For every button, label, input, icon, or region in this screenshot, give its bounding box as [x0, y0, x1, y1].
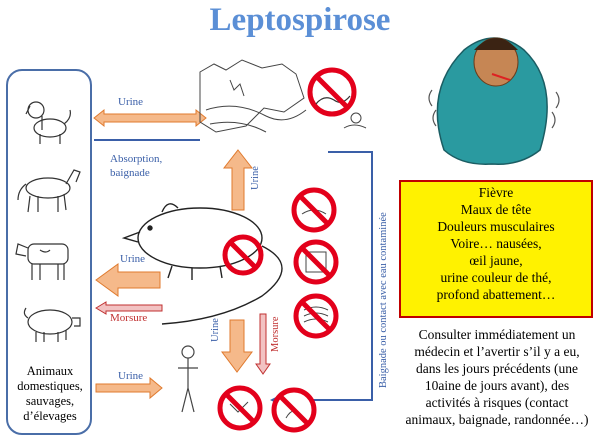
river-landscape-icon	[200, 60, 306, 132]
no-pond-icon	[294, 190, 334, 230]
cow-icon	[16, 244, 68, 280]
no-swimming-icon	[310, 70, 354, 114]
urine-left-arrow	[96, 264, 160, 296]
urine-down-arrow	[222, 320, 252, 372]
symptom-item: urine couleur de thé,	[440, 270, 552, 285]
advice-line: dans les jours précédents (une	[416, 361, 578, 376]
symptom-item: profond abattement…	[436, 287, 556, 302]
morsure-vertical-label: Morsure	[270, 316, 281, 352]
absorption-label	[110, 152, 162, 180]
morsure-down-arrow	[256, 314, 270, 374]
page-title: Leptospirose	[209, 2, 391, 38]
animals-label-line-3: sauvages,	[25, 394, 75, 408]
morsure-left-label: Morsure	[110, 312, 148, 324]
advice-line: Consulter immédiatement un	[418, 327, 576, 342]
symptom-item: Maux de tête	[460, 202, 532, 217]
no-barefoot-icon	[274, 390, 314, 430]
swimmer-sketch-icon	[344, 113, 366, 128]
advice-line: médecin et l’avertir s’il y a eu,	[414, 344, 580, 359]
urine-bottom-label: Urine	[118, 370, 144, 382]
animals-label-line-4: d’élevages	[23, 409, 77, 423]
dog-icon	[26, 102, 70, 144]
no-sewage-icon	[296, 296, 336, 336]
urine-top-arrow	[94, 110, 206, 126]
animals-label-line-2: domestiques,	[17, 379, 83, 393]
advice-line: 10aine de jours avant), des	[424, 378, 570, 393]
absorption-label-line-2: baignade	[110, 167, 150, 179]
urine-top-label: Urine	[118, 96, 144, 108]
advice-text	[394, 326, 600, 428]
horse-icon	[18, 170, 80, 212]
symptom-item: œil jaune,	[469, 253, 523, 268]
no-garbage-icon	[296, 242, 336, 282]
contact-vertical-label: Baignade ou contact avec eau contaminée	[378, 212, 389, 388]
person-icon	[178, 346, 198, 412]
urine-up-arrow	[224, 150, 252, 210]
no-wading-icon	[220, 388, 260, 428]
urine-left-label: Urine	[120, 253, 146, 265]
no-rat-icon	[225, 237, 261, 273]
absorption-label-line-1: Absorption,	[110, 153, 163, 165]
animals-label-line-1: Animaux	[26, 364, 74, 378]
symptom-item: Douleurs musculaires	[437, 219, 555, 234]
advice-line: animaux, baignade, randonnée…)	[405, 412, 589, 427]
pig-icon	[24, 308, 80, 342]
sick-person-icon	[429, 38, 559, 164]
symptom-item: Fièvre	[478, 185, 514, 200]
urine-vertical-up-label: Urine	[250, 166, 261, 190]
symptoms-box	[399, 180, 593, 318]
advice-line: activités à risques (contact	[425, 395, 569, 410]
symptom-item: Voire… nausées,	[450, 236, 542, 251]
urine-vertical-down-label: Urine	[210, 318, 221, 342]
